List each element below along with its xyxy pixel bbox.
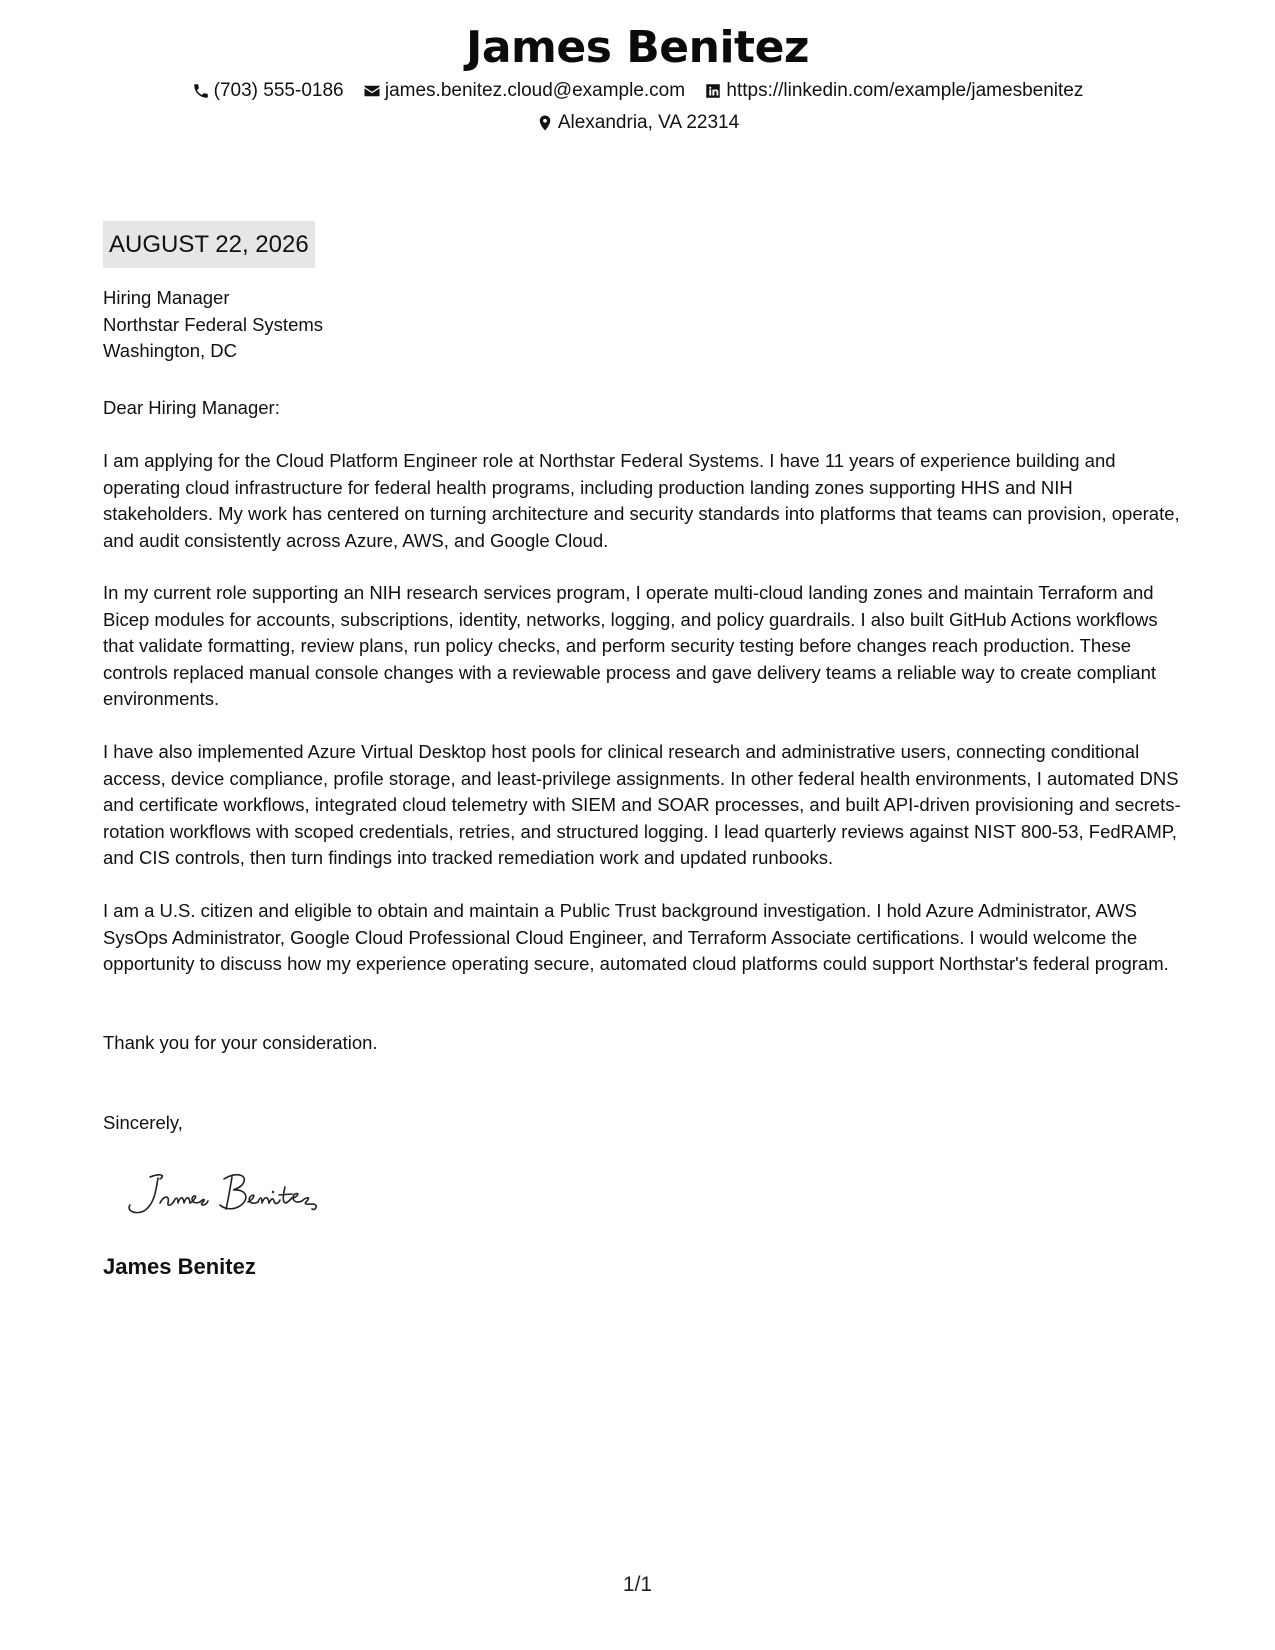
- location-row: [0, 110, 1275, 140]
- contact-location: [536, 110, 739, 136]
- map-pin-icon: [536, 114, 554, 132]
- contact-row: [0, 78, 1275, 108]
- signer-name: James Benitez: [103, 1254, 256, 1279]
- contact-phone: [192, 78, 344, 104]
- letter-date: AUGUST 22, 2026: [103, 221, 315, 268]
- linkedin-link[interactable]: https://linkedin.com/example/jamesbenitez: [726, 80, 1084, 101]
- linkedin-icon: [704, 82, 722, 100]
- handwritten-signature: [120, 1165, 360, 1225]
- contact-linkedin[interactable]: [704, 78, 1083, 104]
- body-paragraph-3: I have also implemented Azure Virtual Desktop host pools for clinical research and administrative users, connecting conditional access, device compliance, profile storage, and least-privilege assignments. In other federal health environments, I automated DNS and certificate workflows, integrated cloud telemetry with SIEM and SOAR processes, and built API-driven provisioning and secrets-rotation workflows with scoped credentials, retries, and structured logging. I lead quarterly reviews against NIST 800-53, FedRAMP, and CIS controls, then turn findings into tracked remediation work and updated runbooks.: [103, 741, 1181, 868]
- location-text: Alexandria, VA 22314: [557, 112, 740, 133]
- email-link[interactable]: james.benitez.cloud@example.com: [384, 80, 686, 101]
- phone-icon: [192, 82, 210, 100]
- thanks-line: Thank you for your consideration.: [103, 1032, 378, 1053]
- envelope-icon: [363, 82, 381, 100]
- recipient-company: Northstar Federal Systems: [103, 313, 324, 335]
- recipient-block: [103, 285, 323, 365]
- salutation: Dear Hiring Manager:: [103, 397, 280, 418]
- contact-email[interactable]: [363, 78, 685, 104]
- phone-text: (703) 555-0186: [213, 80, 344, 101]
- recipient-title: Hiring Manager: [103, 287, 230, 308]
- body-paragraph-1: I am applying for the Cloud Platform Engineer role at Northstar Federal Systems. I have 11 years of experience building and operating cloud infrastructure for federal health programs, including production landing zones supporting HHS and NIH stakeholders. My work has centered on turning architecture and security standards into platforms that teams can provision, operate, and audit consistently across Azure, AWS, and Google Cloud.: [103, 450, 1180, 551]
- signature-drawing: [120, 1165, 360, 1225]
- applicant-name: James Benitez: [465, 22, 810, 73]
- body-paragraph-2: In my current role supporting an NIH research services program, I operate multi-cloud landing zones and maintain Terraform and Bicep modules for accounts, subscriptions, identity, networks, logging, and policy guardrails. I also built GitHub Actions workflows that validate formatting, review plans, run policy checks, and perform security testing before changes reach production. These controls replaced manual console changes with a reviewable process and gave delivery teams a reliable way to create compliant environments.: [103, 582, 1158, 709]
- body-paragraph-4: I am a U.S. citizen and eligible to obtain and maintain a Public Trust background investigation. I hold Azure Administrator, AWS SysOps Administrator, Google Cloud Professional Cloud Engineer, and Terraform Associate certifications. I would welcome the opportunity to discuss how my experience operating secure, automated cloud platforms could support Northstar's federal program.: [103, 900, 1169, 974]
- recipient-city: Washington, DC: [103, 340, 238, 361]
- closing: Sincerely,: [103, 1112, 183, 1133]
- page-number: 1/1: [622, 1573, 653, 1596]
